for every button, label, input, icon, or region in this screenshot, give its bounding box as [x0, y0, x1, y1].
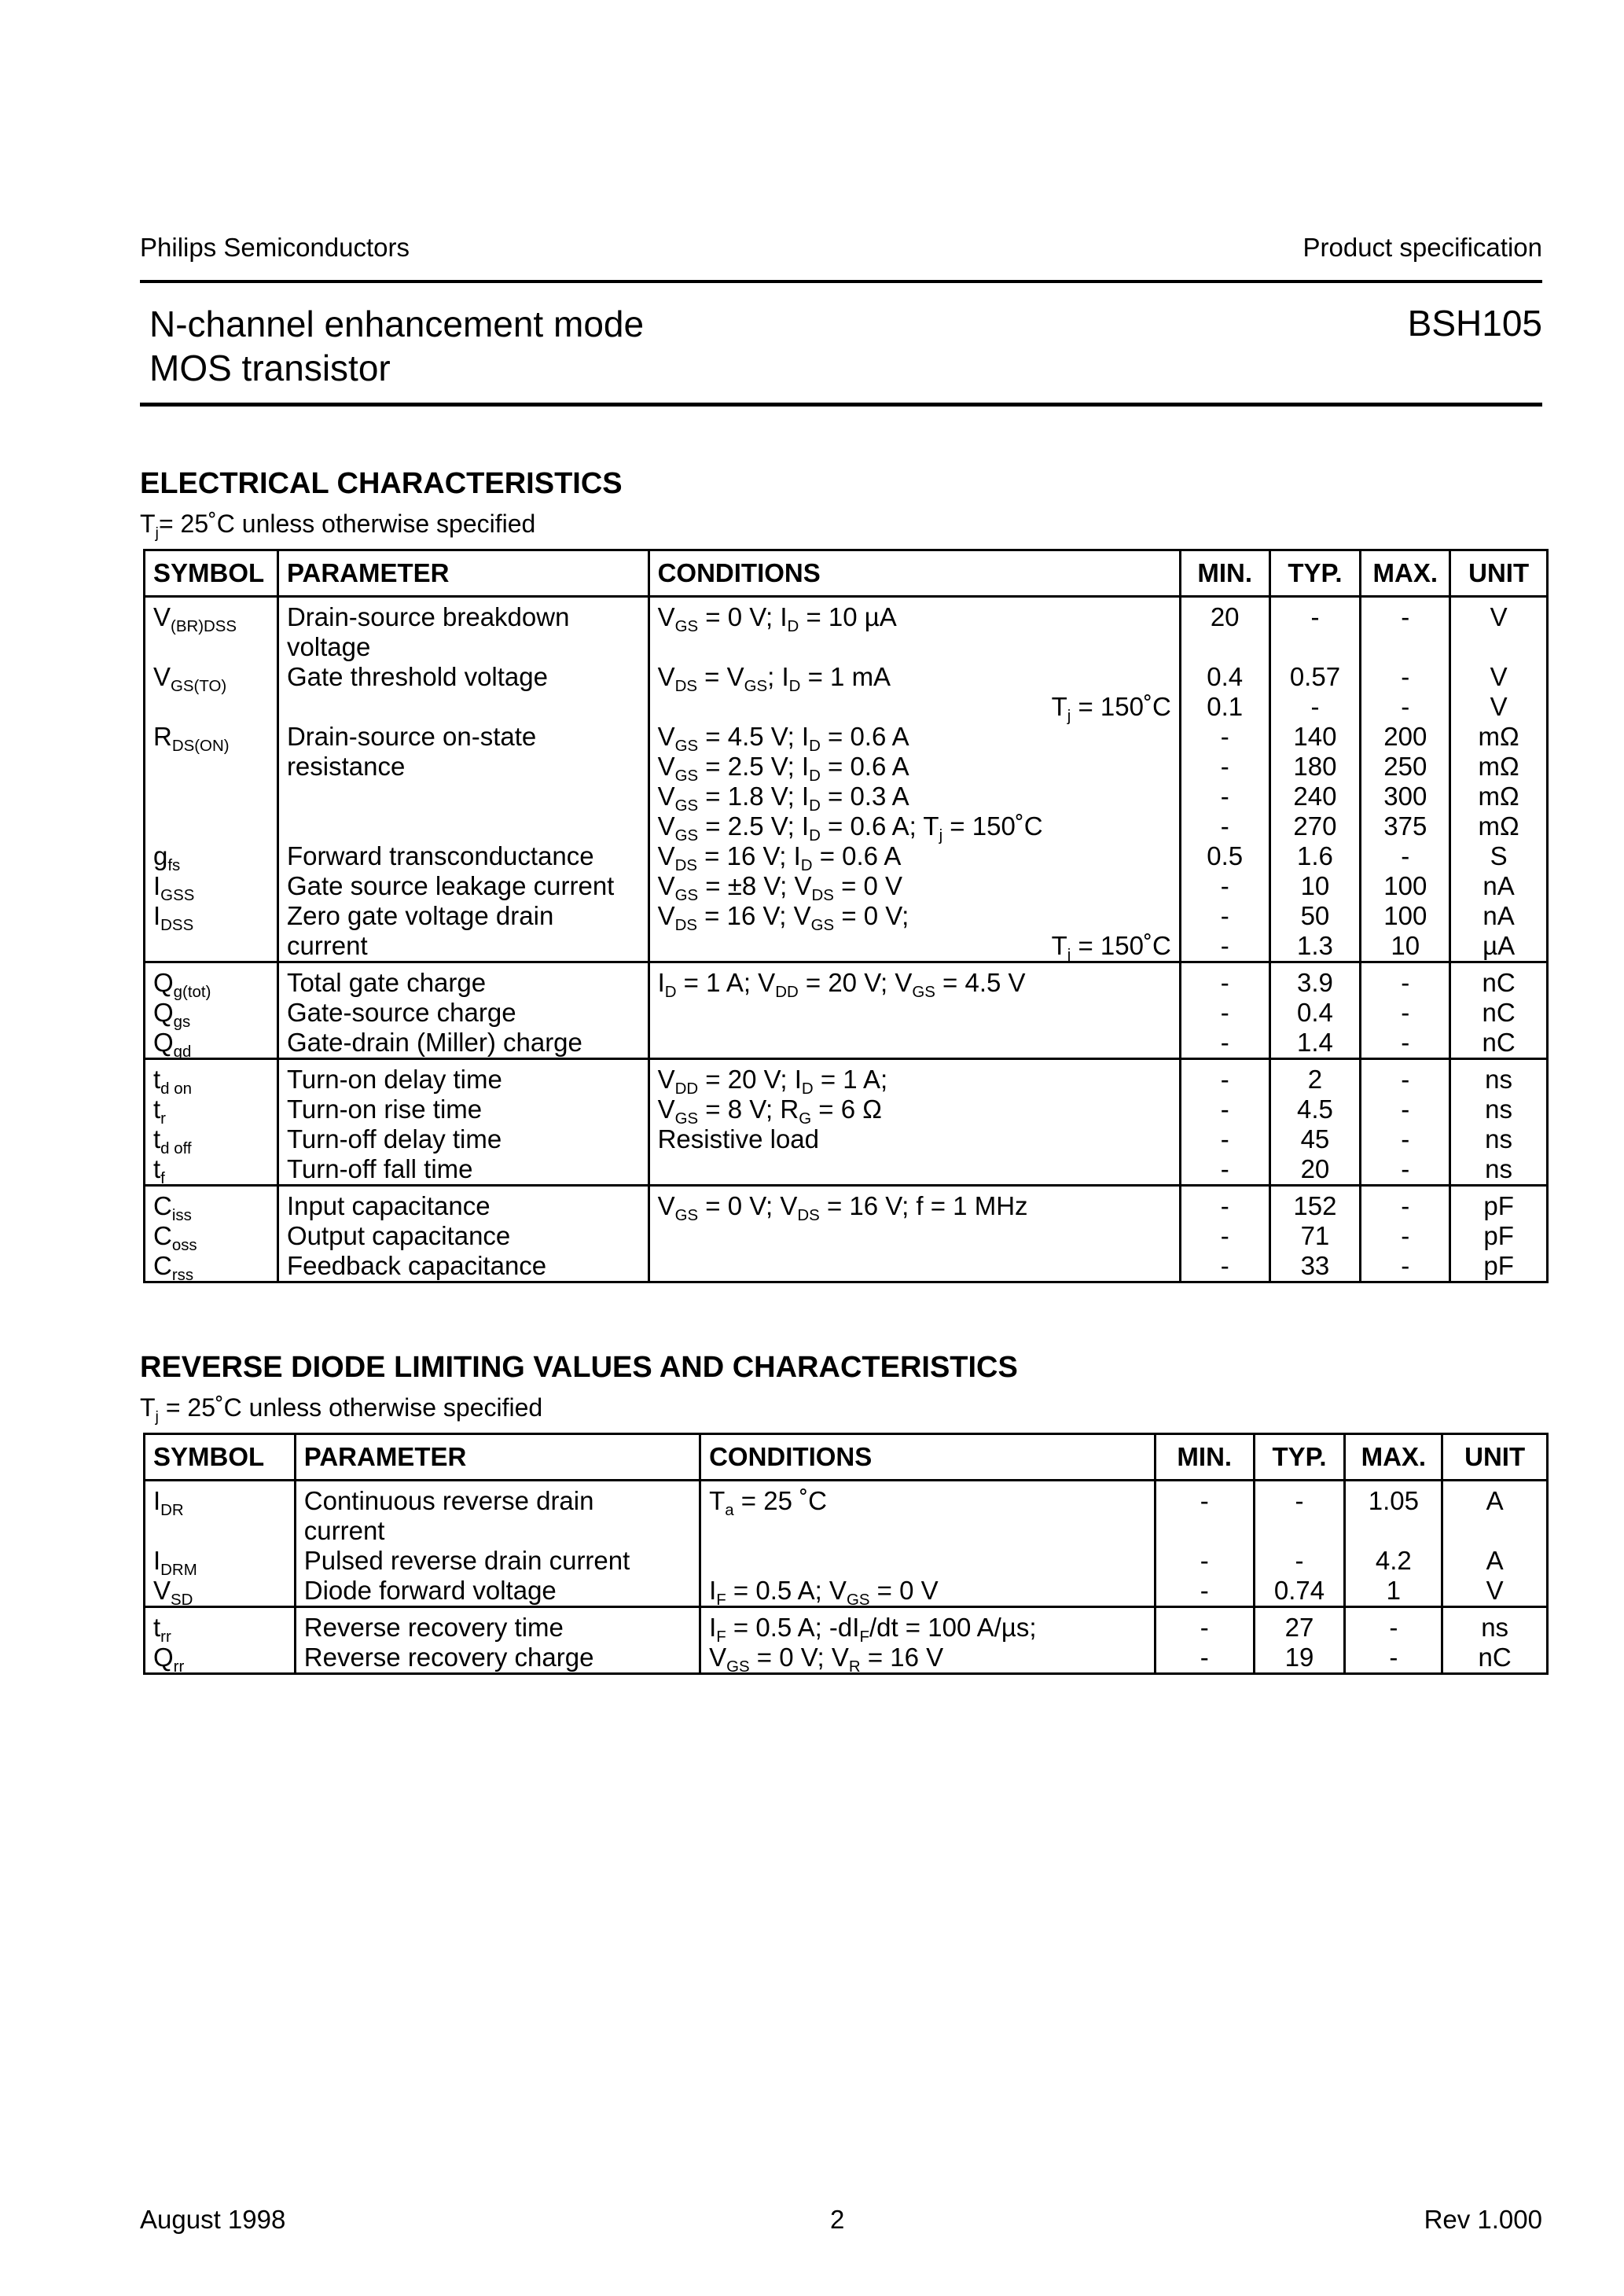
cond-vbr: $V_{GS} = 0$ V; $I_D = 10$ µA — [657, 602, 897, 636]
symbol-qgd: $Q_{gd}$ — [153, 1028, 192, 1062]
cond-vgsto: $V_{DS} = V_{GS}$; $I_D = 1$ mA — [657, 662, 891, 696]
symbol-idrm: $I_{DRM}$ — [153, 1546, 197, 1580]
cond-idr: $T_a = 25$ ˚C — [709, 1486, 827, 1520]
symbol-crss: $C_{rss}$ — [153, 1251, 194, 1285]
symbol-tdon: $t_{d on}$ — [153, 1065, 192, 1098]
header-rule-top — [140, 280, 1542, 283]
cond-rds-3: $V_{GS} = 1.8$ V; $I_D = 0.3$ A — [657, 782, 909, 815]
reverse-diode-table — [143, 1433, 1549, 1675]
document-type: Product specification — [1303, 233, 1542, 262]
cond-vgsto-tj: $T_j$ = 150˚C — [1051, 692, 1171, 726]
switching-group — [145, 1059, 1548, 1186]
reverse-condition-note: $T_j$ = 25˚C unless otherwise specified — [140, 1393, 543, 1426]
symbol-vgsto: $V_{GS(TO)}$ — [153, 662, 227, 696]
capacitance-group — [145, 1186, 1548, 1285]
static-group — [145, 597, 1548, 965]
param-rds: Drain-source on-state — [286, 722, 537, 751]
table-row: $I_{DR}$ $I_{DRM}$ $V_{SD}$ Continuous reverse drain current Pulsed reverse drain current Diode forward voltage $T_a = 25$ ˚C $I_F = 0.5$ A; $V_{GS} = 0$ V - - - - - 0.74 1.05 4.2 1 A A V — [145, 1481, 1548, 1607]
param-qgs: Gate-source charge — [286, 998, 516, 1027]
cond-cap: $V_{GS} = 0$ V; $V_{DS} = 16$ V; f = 1 MHz — [657, 1191, 1028, 1225]
symbol-tf: $t_f$ — [153, 1154, 165, 1188]
param-idss-cont: current — [286, 931, 368, 960]
part-number: BSH105 — [1407, 303, 1542, 344]
param-idr: Continuous reverse drain — [303, 1486, 594, 1515]
param-trr: Reverse recovery time — [303, 1613, 564, 1642]
title-line-1: N-channel enhancement mode — [149, 304, 645, 344]
document-title — [149, 302, 644, 390]
symbol-idr: $I_{DR}$ — [153, 1486, 184, 1520]
title-line-2: MOS transistor — [149, 348, 391, 388]
cond-gfs: $V_{DS} = 16$ V; $I_D = 0.6$ A — [657, 841, 902, 875]
cond-idss: $V_{DS} = 16$ V; $V_{GS} = 0$ V; — [657, 901, 909, 935]
electrical-characteristics-table — [143, 549, 1549, 1283]
symbol-tr: $t_r$ — [153, 1095, 166, 1128]
param-coss: Output capacitance — [286, 1221, 511, 1250]
param-idss: Zero gate voltage drain — [286, 901, 554, 930]
param-qgd: Gate-drain (Miller) charge — [286, 1028, 582, 1057]
cond-sw-3: Resistive load — [657, 1124, 820, 1154]
reverse-section-title: REVERSE DIODE LIMITING VALUES AND CHARACTERISTICS — [140, 1351, 1018, 1384]
col-symbol: SYMBOL — [145, 550, 278, 597]
param-tf: Turn-off fall time — [286, 1154, 473, 1183]
cond-sw-2: $V_{GS} = 8$ V; $R_G = 6$ Ω — [657, 1095, 882, 1128]
param-qrr: Reverse recovery charge — [303, 1643, 594, 1672]
param-gfs: Forward transconductance — [286, 841, 594, 870]
cond-rds-1: $V_{GS} = 4.5$ V; $I_D = 0.6$ A — [657, 722, 909, 756]
param-tdon: Turn-on delay time — [286, 1065, 502, 1094]
symbol-idss: $I_{DSS}$ — [153, 901, 194, 935]
cond-igss: $V_{GS} = \pm 8$ V; $V_{DS} = 0$ V — [657, 871, 903, 905]
param-qgtot: Total gate charge — [286, 968, 487, 997]
col-max: MAX. — [1345, 1434, 1442, 1481]
company-name: Philips Semiconductors — [140, 233, 410, 262]
cond-rds-2: $V_{GS} = 2.5$ V; $I_D = 0.6$ A — [657, 752, 909, 786]
param-ciss: Input capacitance — [286, 1191, 491, 1220]
col-parameter: PARAMETER — [295, 1434, 700, 1481]
diode-static-group — [145, 1481, 1548, 1610]
cond-vsd: $I_F = 0.5$ A; $V_{GS} = 0$ V — [709, 1576, 939, 1610]
symbol-qrr: $Q_{rr}$ — [153, 1643, 185, 1676]
param-vsd: Diode forward voltage — [303, 1576, 557, 1605]
param-igss: Gate source leakage current — [286, 871, 615, 900]
param-crss: Feedback capacitance — [286, 1251, 547, 1280]
symbol-igss: $I_{GSS}$ — [153, 871, 195, 905]
gate-charge-group — [145, 962, 1548, 1062]
col-min: MIN. — [1155, 1434, 1254, 1481]
col-typ: TYP. — [1269, 550, 1361, 597]
col-max: MAX. — [1361, 550, 1450, 597]
param-rds-cont: resistance — [286, 752, 406, 781]
page-number: 2 — [830, 2205, 845, 2234]
symbol-coss: $C_{oss}$ — [153, 1221, 197, 1255]
symbol-gfs: $g_{fs}$ — [153, 841, 181, 875]
col-parameter: PARAMETER — [277, 550, 648, 597]
cond-idss-tj: $T_j$ = 150˚C — [1051, 931, 1171, 965]
cond-qrr: $V_{GS} = 0$ V; $V_R = 16$ V — [709, 1643, 944, 1676]
footer-date: August 1998 — [140, 2205, 286, 2234]
symbol-vsd: $V_{SD}$ — [153, 1576, 193, 1610]
electrical-condition-note: $T_j=$ 25˚C unless otherwise specified — [140, 510, 536, 542]
symbol-rdson: $R_{DS(ON)}$ — [153, 722, 230, 756]
param-vbr: Drain-source breakdown — [286, 602, 570, 631]
param-idrm: Pulsed reverse drain current — [303, 1546, 630, 1575]
symbol-vbrdss: $V_{(BR)DSS}$ — [153, 602, 237, 636]
col-conditions: CONDITIONS — [700, 1434, 1156, 1481]
cond-qg: $I_D = 1$ A; $V_{DD} = 20$ V; $V_{GS} = 4.5$ V — [657, 968, 1026, 1002]
symbol-tdoff: $t_{d off}$ — [153, 1124, 192, 1158]
cond-sw-1: $V_{DD} = 20$ V; $I_D = 1$ A; — [657, 1065, 888, 1098]
diode-recovery-group — [145, 1607, 1548, 1674]
param-vgsto: Gate threshold voltage — [286, 662, 548, 691]
col-min: MIN. — [1180, 550, 1269, 597]
table-header-row — [145, 550, 1548, 597]
col-unit: UNIT — [1442, 1434, 1548, 1481]
symbol-qgs: $Q_{gs}$ — [153, 998, 191, 1032]
symbol-ciss: $C_{iss}$ — [153, 1191, 192, 1225]
table-row: $V_{(BR)DSS}$ $V_{GS(TO)}$ $R_{DS(ON)}$ $g_{fs}$ $I_{GSS}$ $I_{DSS}$ Drain-source breakdown voltage Gate threshold voltage Drain-source on-state resistance Forward transconductance Gate source leakage current Zero gate voltage drain current $V_{GS} = 0$ V; $I_D = 10$ µA $V_{DS} = V_{GS}$; $I_D = 1$ mA $T_j$ = 150˚C $V_{GS} = 4.5$ V; $I_D = 0.6$ A $V_{GS} = 2.5$ V; $I_D = 0.6$ A $V_{GS} = 1.8$ V; $I_D = 0.3$ A $V_{GS} = 2.5$ V; $I_D = 0.6$ A; $T_j$ = 150˚C $V_{DS} = 16$ V; $I_D = 0.6$ A $V_{GS} = \pm 8$ V; $V_{DS} = 0$ V $V_{DS} = 16$ V; $V_{GS} = 0$ V; $T_j$ = 150˚C 20 0.4 0.1 - - - - 0.5 - - - - 0.57 - 140 180 240 270 1.6 10 50 1.3 - - - 200 250 300 375 - 100 100 10 V V V mΩ mΩ mΩ mΩ S nA nA µA — [145, 597, 1548, 962]
param-tdoff: Turn-off delay time — [286, 1124, 502, 1154]
table-row: $Q_{g(tot)}$ $Q_{gs}$ $Q_{gd}$ Total gate charge Gate-source charge Gate-drain (Miller) charge $I_D = 1$ A; $V_{DD} = 20$ V; $V_{GS} = 4.5$ V - - - 3.9 0.4 1.4 - - - nC nC nC — [145, 962, 1548, 1059]
table-row: $t_{rr}$ $Q_{rr}$ Reverse recovery time Reverse recovery charge $I_F = 0.5$ A; $-dI_F/dt = 100$ A/µs; $V_{GS} = 0$ V; $V_R = 16$ V - - 27 19 - - ns nC — [145, 1607, 1548, 1674]
col-conditions: CONDITIONS — [648, 550, 1180, 597]
param-idr-cont: current — [303, 1516, 385, 1545]
col-typ: TYP. — [1254, 1434, 1345, 1481]
table-header-row — [145, 1434, 1548, 1481]
param-tr: Turn-on rise time — [286, 1095, 483, 1124]
col-unit: UNIT — [1450, 550, 1548, 597]
symbol-trr: $t_{rr}$ — [153, 1613, 171, 1647]
electrical-section-title: ELECTRICAL CHARACTERISTICS — [140, 467, 623, 500]
footer-revision: Rev 1.000 — [1424, 2205, 1542, 2234]
header-rule-bottom — [140, 403, 1542, 407]
table-row: $t_{d on}$ $t_r$ $t_{d off}$ $t_f$ Turn-on delay time Turn-on rise time Turn-off delay time Turn-off fall time $V_{DD} = 20$ V; $I_D = 1$ A; $V_{GS} = 8$ V; $R_G = 6$ Ω Resistive load - - - - 2 4.5 45 20 - - - - ns ns ns ns — [145, 1059, 1548, 1186]
symbol-qgtot: $Q_{g(tot)}$ — [153, 968, 211, 1002]
col-symbol: SYMBOL — [145, 1434, 296, 1481]
table-row: $C_{iss}$ $C_{oss}$ $C_{rss}$ Input capacitance Output capacitance Feedback capacitance $V_{GS} = 0$ V; $V_{DS} = 16$ V; f = 1 MHz - - - 152 71 33 - - - pF pF pF — [145, 1186, 1548, 1282]
cond-trr: $I_F = 0.5$ A; $-dI_F/dt = 100$ A/µs; — [709, 1613, 1037, 1647]
cond-rds-4: $V_{GS} = 2.5$ V; $I_D = 0.6$ A; $T_j$ = 150˚C — [657, 811, 1043, 845]
param-vbr-cont: voltage — [286, 632, 371, 661]
